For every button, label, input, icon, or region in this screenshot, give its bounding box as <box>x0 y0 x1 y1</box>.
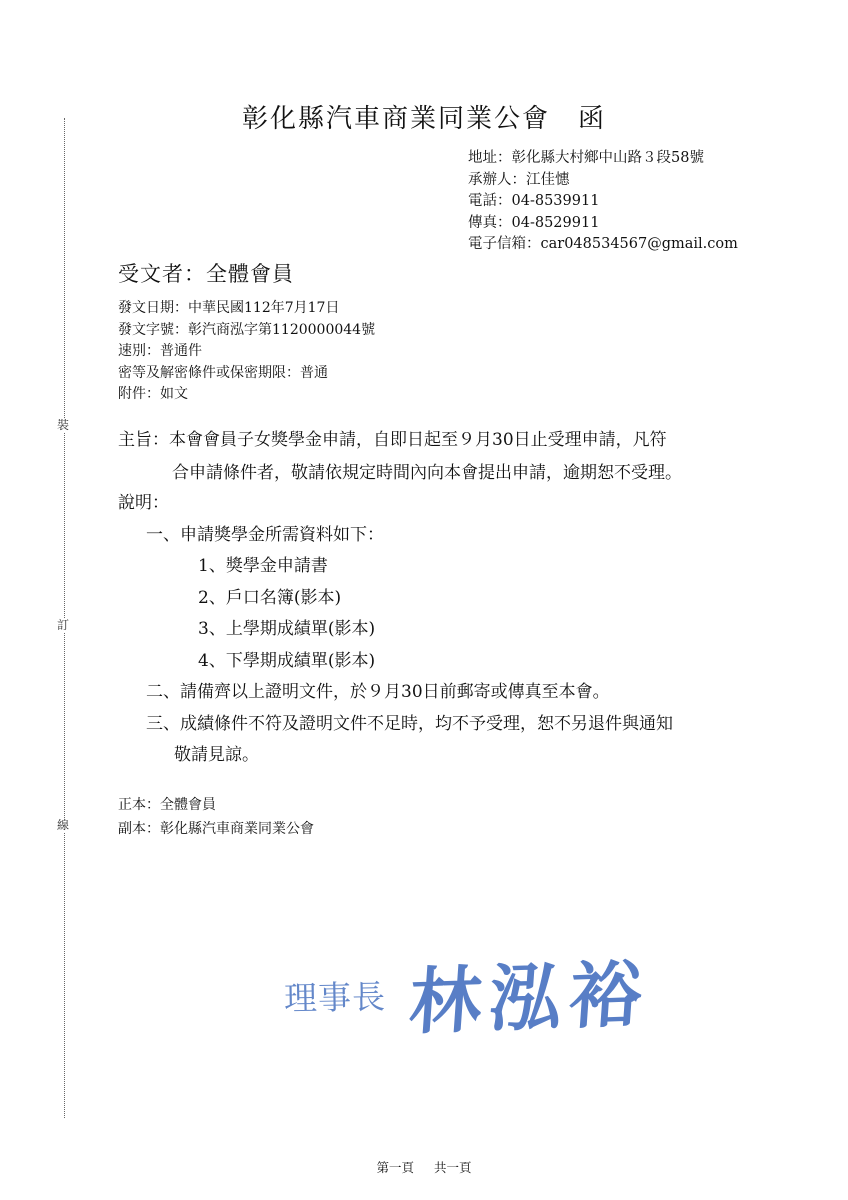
chairman-seal-signature <box>270 930 690 1045</box>
explanation-block <box>118 488 673 772</box>
explanation-heading: 說明： <box>118 493 169 513</box>
signature-name: 林泓裕 <box>406 950 653 1045</box>
document-meta <box>118 298 375 406</box>
page-total: 共一頁 <box>433 1160 472 1175</box>
sender-email: 電子信箱：car048534567@gmail.com <box>468 236 738 252</box>
sender-fax: 傳真：04-8529911 <box>468 214 600 231</box>
copy-recipient: 副本：彰化縣汽車商業同業公會 <box>118 821 314 837</box>
document-number: 發文字號：彰汽商泓字第1120000044號 <box>118 321 376 338</box>
signature-title: 理事長 <box>283 977 387 1018</box>
sender-phone: 電話：04-8539911 <box>468 193 600 209</box>
page-footer <box>0 1158 848 1176</box>
delivery-speed: 速別：普通件 <box>118 343 202 359</box>
sender-address: 地址：彰化縣大村鄉中山路３段58號 <box>468 150 704 166</box>
page-number: 第一頁 <box>376 1160 414 1175</box>
required-doc-item: 3、上學期成績單(影本) <box>198 619 376 639</box>
sender-info-block <box>468 148 738 256</box>
required-doc-item: 2、戶口名簿(影本) <box>198 587 342 608</box>
attachment-note: 附件：如文 <box>118 386 188 402</box>
required-doc-item: 1、獎學金申請書 <box>198 556 328 576</box>
distribution-block <box>118 793 314 841</box>
sender-contact-person: 承辦人：江佳憓 <box>468 171 570 188</box>
binding-mark-zhuang: 裝 <box>56 418 69 432</box>
issue-date: 發文日期：中華民國112年7月17日 <box>118 300 340 316</box>
recipient: 受文者：全體會員 <box>118 262 294 286</box>
required-doc-item: 4、下學期成績單(影本) <box>198 650 376 671</box>
binding-mark-ding: 訂 <box>56 618 69 632</box>
original-recipient: 正本：全體會員 <box>118 797 216 813</box>
document-title: 彰化縣汽車商業同業公會 函 <box>241 104 606 134</box>
subject-block <box>118 424 682 490</box>
explanation-item-2: 二、請備齊以上證明文件，於９月30日前郵寄或傳真至本會。 <box>146 682 610 702</box>
explanation-item-1: 一、申請獎學金所需資料如下： <box>146 524 384 545</box>
subject-line-2: 合申請條件者，敬請依規定時間內向本會提出申請，逾期恕不受理。 <box>172 463 682 483</box>
subject-line-1: 主旨：本會會員子女獎學金申請，自即日起至９月30日止受理申請，凡符 <box>118 430 667 450</box>
explanation-item-3-cont: 敬請見諒。 <box>174 745 259 765</box>
explanation-item-3: 三、成績條件不符及證明文件不足時，均不予受理，恕不另退件與通知 <box>146 713 673 734</box>
binding-mark-xian: 線 <box>56 818 69 832</box>
secrecy-level: 密等及解密條件或保密期限：普通 <box>118 364 328 381</box>
